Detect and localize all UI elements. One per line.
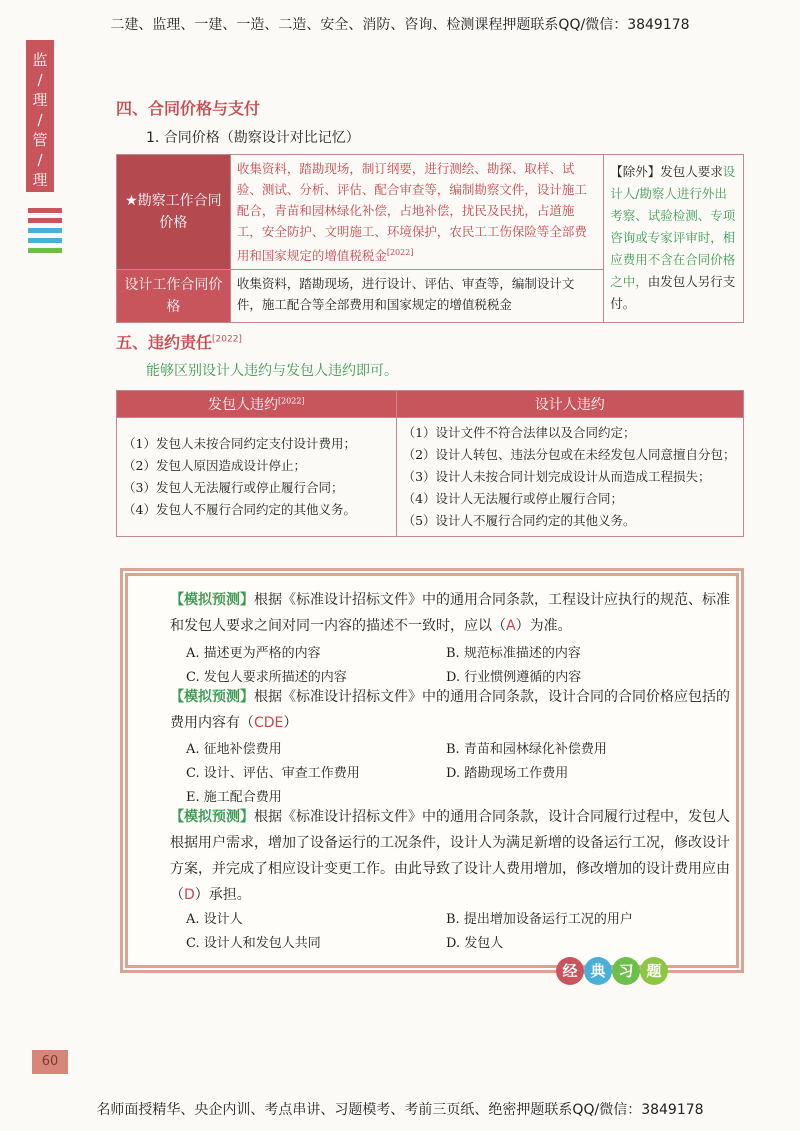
q1-option-d: D. 行业惯例遵循的内容: [446, 670, 582, 685]
q1-option-a: A. 描述更为严格的内容: [186, 646, 321, 661]
side-tab-char: /: [37, 151, 43, 169]
list-item: （4）发包人不履行合同约定的其他义务。: [123, 502, 356, 517]
side-tab-char: 理: [32, 91, 48, 109]
section-5-title: 五、违约责任[2022]: [116, 333, 242, 352]
answer-2: CDE: [254, 715, 284, 731]
survey-price-label: ★勘察工作合同价格: [117, 155, 231, 270]
designer-breach-header: 设计人违约: [396, 391, 743, 418]
contract-price-table: [116, 154, 744, 323]
q2-option-c: C. 设计、评估、审查工作费用: [186, 766, 360, 781]
q2-option-d: D. 踏勘现场工作费用: [446, 766, 569, 781]
employer-breach-header: 发包人违约[2022]: [117, 391, 397, 418]
section-4-subtitle: 1. 合同价格（勘察设计对比记忆）: [146, 130, 360, 146]
section-4-title: 四、合同价格与支付: [116, 99, 261, 118]
breach-table: [116, 390, 744, 537]
q3-option-c: C. 设计人和发包人共同: [186, 936, 321, 951]
side-tab-char: 监: [32, 51, 48, 69]
survey-price-content: 收集资料，踏勘现场，制订纲要，进行测绘、勘探、取样、试验、测试、分析、评估、配合审查等，编制勘察文件，设计施工配合，青苗和园林绿化补偿，占地补偿，扰民及民扰，占道施工，安全防护、文明施工、环境保护，农民工工伤保险等全部费用和国家规定的增值税税金[2022]: [230, 155, 603, 270]
except-note: 【除外】发包人要求设计人/勘察人进行外出考察、试验检测、专项咨询或专家评审时，相应费用不含在合同价格之中，由发包人另行支付。: [604, 155, 744, 323]
badge-char: 习: [612, 957, 640, 985]
q3-option-a: A. 设计人: [186, 912, 243, 927]
section-5-intro: 能够区别设计人违约与发包人违约即可。: [146, 363, 398, 379]
list-item: （5）设计人不履行合同约定的其他义务。: [402, 513, 636, 528]
design-price-label: 设计工作合同价格: [117, 270, 231, 323]
list-item: （3）设计人未按合同计划完成设计从而造成工程损失；: [402, 469, 711, 484]
q1-option-b: B. 规范标准描述的内容: [446, 646, 581, 661]
badge-char: 典: [584, 957, 612, 985]
q3-option-b: B. 提出增加设备运行工况的用户: [446, 912, 633, 927]
top-banner: 二建、监理、一建、一造、二造、安全、消防、咨询、检测课程押题联系QQ/微信：3849178: [110, 17, 690, 33]
question-1: 【模拟预测】根据《标准设计招标文件》中的通用合同条款，工程设计应执行的规范、标准和发包人要求之间对同一内容的描述不一致时，应以（A）为准。: [170, 592, 730, 634]
q1-option-c: C. 发包人要求所描述的内容: [186, 670, 347, 685]
badge-char: 题: [640, 957, 668, 985]
employer-breach-list: [117, 418, 397, 537]
question-2: 【模拟预测】根据《标准设计招标文件》中的通用合同条款，设计合同的合同价格应包括的费用内容有（CDE）: [170, 689, 730, 731]
side-color-bars: [28, 208, 68, 258]
q2-option-a: A. 征地补偿费用: [186, 742, 282, 757]
chapter-side-tab: [26, 40, 54, 192]
side-tab-char: /: [37, 111, 43, 129]
designer-breach-list: [396, 418, 743, 537]
page-number: 60: [32, 1050, 68, 1074]
side-tab-char: 理: [32, 171, 48, 189]
list-item: （4）设计人无法履行或停止履行合同；: [402, 491, 624, 506]
question-3: 【模拟预测】根据《标准设计招标文件》中的通用合同条款，设计合同履行过程中，发包人根据用户需求，增加了设备运行的工况条件，设计人为满足新增的设备运行工况，修改设计方案，并完成了相应设计变更工作。由此导致了设计人费用增加，修改增加的设计费用应由（D）承担。: [170, 809, 730, 903]
list-item: （1）发包人未按合同约定支付设计费用；: [123, 436, 356, 451]
list-item: （3）发包人无法履行或停止履行合同；: [123, 480, 344, 495]
answer-3: D: [184, 887, 195, 903]
bottom-banner: 名师面授精华、央企内训、考点串讲、习题模考、考前三页纸、绝密押题联系QQ/微信：3849178: [96, 1102, 704, 1118]
q3-option-d: D. 发包人: [446, 936, 504, 951]
q2-option-e: E. 施工配合费用: [186, 790, 282, 805]
badge-char: 经: [556, 957, 584, 985]
list-item: （2）发包人原因造成设计停止；: [123, 458, 306, 473]
design-price-content: 收集资料，踏勘现场，进行设计、评估、审查等，编制设计文件，施工配合等全部费用和国家规定的增值税税金: [230, 270, 603, 323]
side-tab-char: /: [37, 71, 43, 89]
list-item: （2）设计人转包、违法分包或在未经发包人同意擅自分包；: [402, 447, 736, 462]
q2-option-b: B. 青苗和园林绿化补偿费用: [446, 742, 607, 757]
side-tab-char: 管: [32, 131, 48, 149]
answer-1: A: [506, 618, 516, 634]
list-item: （1）设计文件不符合法律以及合同约定；: [402, 425, 636, 440]
